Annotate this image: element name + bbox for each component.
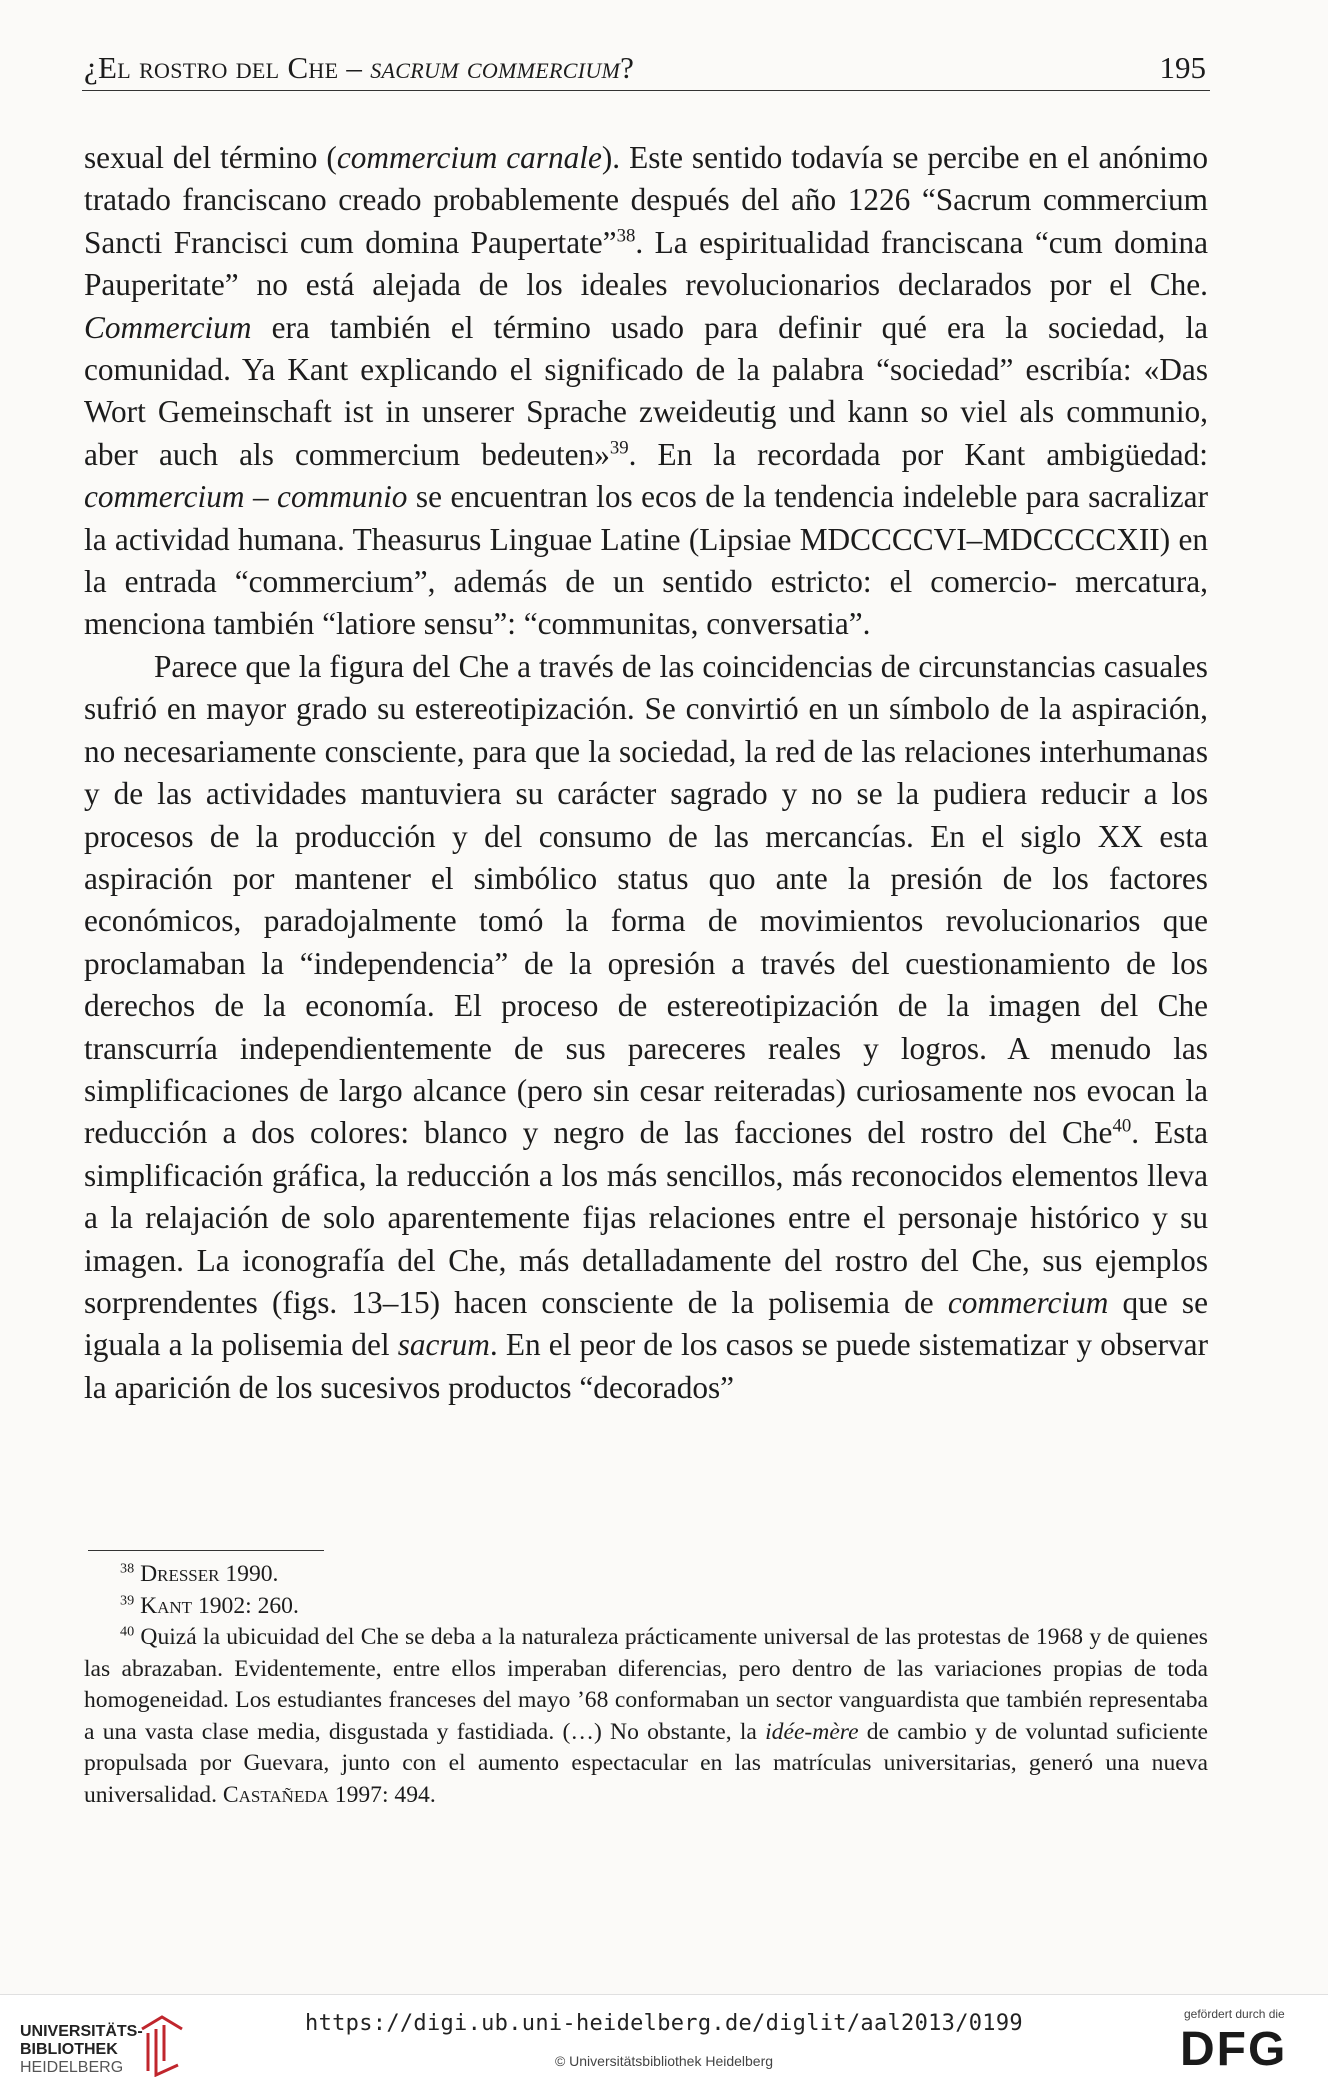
footer-bar — [0, 1994, 1328, 2090]
permalink-url[interactable]: https://digi.ub.uni-heidelberg.de/diglit/aal2013/0199 — [305, 2011, 1023, 2036]
footnote-38: $^{38}$ Dresser 1990. — [120, 1560, 279, 1587]
dfg-caption: gefördert durch die — [1184, 2007, 1285, 2021]
paragraph-1: sexual del término (commercium carnale). Este sentido todavía se percibe en el anónimo tratado franciscano creado probablemente después del año 1226 “Sacrum commercium Sancti Francisci cum domina Paupertate”$^{38}$. La espiritualidad franciscana “cum domina Pauperitate” no está alejada de los ideales revolucionarios declarados por el Che. Commercium era también el término usado para definir qué era la sociedad, la comunidad. Ya Kant explicando el significado de la palabra “sociedad” escribía: «Das Wort Gemeinschaft ist in unserer Sprache zweideutig und kann so viel als communio, aber auch als commercium bedeuten»$^{39}$. En la recordada por Kant ambigüedad: commercium – communio se encuentran los ecos de la tendencia indeleble para sacralizar la actividad humana. Theasurus Linguae Latine (Lipsiae MDCCCCVI–MDCCCCXII) en la entrada “commercium”, además de un sentido estricto: el comercio- mercatura, menciona también “latiore sensu”: “communitas, conversatia”. — [84, 140, 1209, 642]
footnote-40: $^{40}$ Quizá la ubicuidad del Che se deba a la naturaleza prácticamente universal de las protestas de 1968 y de quienes las abrazaban. Evidentemente, entre ellos imperaban diferencias, pero dentro de las variaciones propias de toda homogeneidad. Los estudiantes franceses del mayo ’68 conformaban un sector vanguardista que también representaba a una vasta clase media, disgustada y fastidiada. (…) No obstante, la idée-mère de cambio y de voluntad suficiente propulsada por Guevara, junto con el aumento espectacular en las matrículas universitarias, generó una nueva universalidad. Castañeda 1997: 494. — [84, 1623, 1208, 1808]
paragraph-2: Parece que la figura del Che a través de las coincidencias de circunstancias casuales sufrió en mayor grado su estereotipización. Se convirtió en un símbolo de la aspiración, no necesariamente consciente, para que la sociedad, la red de las relaciones interhumanas y de las actividades mantuviera su carácter sagrado y no se la pudiera reducir a los procesos de la producción y del consumo de las mercancías. En el siglo XX esta aspiración por mantener el simbólico status quo ante la presión de los factores económicos, paradojalmente tomó la forma de movimientos revolucionarios que proclamaban la “independencia” de la opresión a través del cuestionamiento de los derechos de la economía. El proceso de estereotipización de la imagen del Che transcurría independientemente de sus pareceres reales y logros. A menudo las simplificaciones de largo alcance (pero sin cesar reiteradas) curiosamente nos evocan la reducción a dos colores: blanco y negro de las facciones del rostro del Che$^{40}$. Esta simplificación gráfica, la reducción a los más sencillos, más reconocidos elementos lleva a la relajación de solo aparentemente fijas relaciones entre el personaje histórico y su imagen. La iconografía del Che, más detalladamente del rostro del Che, sus ejemplos sorprendentes (figs. 13–15) hacen consciente de la polisemia de commercium que se iguala a la polisemia del sacrum. En el peor de los casos se puede sistematizar y observar la aparición de los sucesivos productos “decorados” — [84, 648, 1208, 1405]
footnote-39: $^{39}$ Kant 1902: 260. — [120, 1592, 299, 1619]
footnote-divider — [88, 1550, 324, 1551]
footnotes — [84, 1559, 1208, 1811]
running-title: ¿El rostro del Che – sacrum commercium? — [84, 50, 635, 85]
body-text — [84, 137, 1208, 1409]
footnote-ref-38[interactable]: 38 — [616, 225, 636, 247]
page-number: 195 — [1159, 50, 1206, 85]
dfg-logo[interactable]: DFG — [1180, 2023, 1288, 2076]
running-header — [82, 46, 1210, 91]
footnote-ref-40[interactable]: 40 — [1112, 1116, 1132, 1138]
footnote-ref-39[interactable]: 39 — [609, 437, 629, 459]
copyright-notice: © Universitätsbibliothek Heidelberg — [554, 2053, 774, 2069]
library-name: UNIVERSITÄTS- BIBLIOTHEK HEIDELBERG — [20, 2023, 143, 2076]
